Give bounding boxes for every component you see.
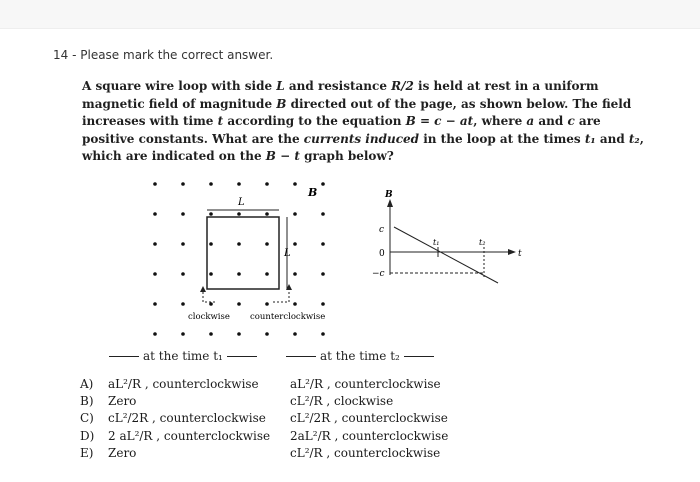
option-b[interactable] xyxy=(80,393,490,410)
field-dot xyxy=(237,182,241,186)
label-L-top: L xyxy=(238,197,245,208)
field-dot xyxy=(293,182,297,186)
option-t1: aL²/R , counterclockwise xyxy=(108,377,259,391)
b-t-graph xyxy=(360,185,530,300)
field-dot xyxy=(265,242,269,246)
field-dot xyxy=(237,302,241,306)
field-dot xyxy=(237,212,241,216)
field-dot xyxy=(293,332,297,336)
field-dot xyxy=(321,332,325,336)
graph-label-neg-c: −c xyxy=(372,269,385,279)
field-dot xyxy=(153,332,157,336)
label-B-field: B xyxy=(308,186,318,199)
wire-loop xyxy=(207,217,279,289)
field-dot xyxy=(209,212,213,216)
field-dot xyxy=(293,302,297,306)
field-dot xyxy=(181,242,185,246)
b-t-line xyxy=(394,227,498,283)
field-dot xyxy=(293,212,297,216)
field-dot xyxy=(153,242,157,246)
option-t1: Zero xyxy=(108,445,137,460)
clockwise-arrowhead-icon xyxy=(200,286,206,292)
field-dot xyxy=(321,182,325,186)
option-d[interactable] xyxy=(80,428,490,445)
field-dot xyxy=(153,272,157,276)
label-counterclockwise: counterclockwise xyxy=(250,312,326,322)
field-dot xyxy=(181,212,185,216)
field-dot xyxy=(209,302,213,306)
question-number: 14 - xyxy=(53,48,77,62)
field-dot xyxy=(153,302,157,306)
option-t1: cL²/2R , counterclockwise xyxy=(108,411,266,426)
graph-label-zero: 0 xyxy=(379,249,385,259)
graph-label-t2: t₂ xyxy=(479,238,486,247)
graph-label-t1: t₁ xyxy=(433,238,440,247)
option-label: C) xyxy=(80,411,94,426)
question-instruction: Please mark the correct answer. xyxy=(80,48,274,62)
graph-label-c: c xyxy=(379,225,385,235)
field-dot xyxy=(237,242,241,246)
question-header xyxy=(53,48,273,62)
option-t2: cL²/2R , counterclockwise xyxy=(290,411,448,426)
field-dot xyxy=(265,332,269,336)
field-dot xyxy=(153,182,157,186)
option-a[interactable] xyxy=(80,376,490,393)
field-dot xyxy=(265,302,269,306)
option-t1: Zero xyxy=(108,394,137,409)
option-label: A) xyxy=(80,377,94,391)
answer-options xyxy=(80,376,490,462)
field-dot xyxy=(209,182,213,186)
option-t2: 2aL²/R , counterclockwise xyxy=(290,428,449,443)
option-t2: aL²/R , counterclockwise xyxy=(290,377,441,391)
option-label: E) xyxy=(80,445,94,460)
question-text: A square wire loop with side L and resistance R/2 is held at rest in a uniform magnetic field of magnitude B directed out of the page, as shown below. The field increases with time t according to the equation B = c − at, where a and c are positive constants. What are the currents induced in the loop at the times t₁ and t₂, which are indicated on the B − t graph below? xyxy=(82,79,644,163)
field-dot xyxy=(265,212,269,216)
field-dot xyxy=(181,272,185,276)
top-bar xyxy=(0,0,700,29)
option-label: D) xyxy=(80,428,95,443)
field-dot xyxy=(265,182,269,186)
field-dot xyxy=(209,272,213,276)
field-dot xyxy=(265,272,269,276)
field-dot xyxy=(209,242,213,246)
field-dot xyxy=(321,212,325,216)
clockwise-arrow-icon xyxy=(203,292,215,302)
field-dot xyxy=(181,182,185,186)
graph-label-B: B xyxy=(385,190,393,200)
option-t1: 2 aL²/R , counterclockwise xyxy=(108,428,271,443)
field-dot xyxy=(293,242,297,246)
field-dot xyxy=(237,332,241,336)
field-dot xyxy=(153,212,157,216)
option-t2: cL²/R , counterclockwise xyxy=(290,445,441,460)
t-axis-arrow-icon xyxy=(508,249,516,255)
field-dot xyxy=(181,332,185,336)
field-dot xyxy=(293,272,297,276)
field-dot xyxy=(209,332,213,336)
label-L-side: L xyxy=(284,248,291,259)
loop-figure xyxy=(140,180,340,340)
field-dot xyxy=(321,242,325,246)
option-c[interactable] xyxy=(80,410,490,427)
counterclockwise-arrow-icon xyxy=(273,290,289,302)
field-dot xyxy=(321,302,325,306)
option-e[interactable] xyxy=(80,445,490,462)
graph-label-t: t xyxy=(518,249,522,259)
option-label: B) xyxy=(80,394,94,409)
column-header-t1: at the time t₁ xyxy=(105,349,261,363)
column-header-t2: at the time t₂ xyxy=(282,349,438,363)
field-dot xyxy=(181,302,185,306)
field-dot xyxy=(321,272,325,276)
label-clockwise: clockwise xyxy=(188,312,230,322)
option-t2: cL²/R , clockwise xyxy=(290,394,394,409)
field-dot xyxy=(237,272,241,276)
b-axis-arrow-icon xyxy=(387,199,393,207)
